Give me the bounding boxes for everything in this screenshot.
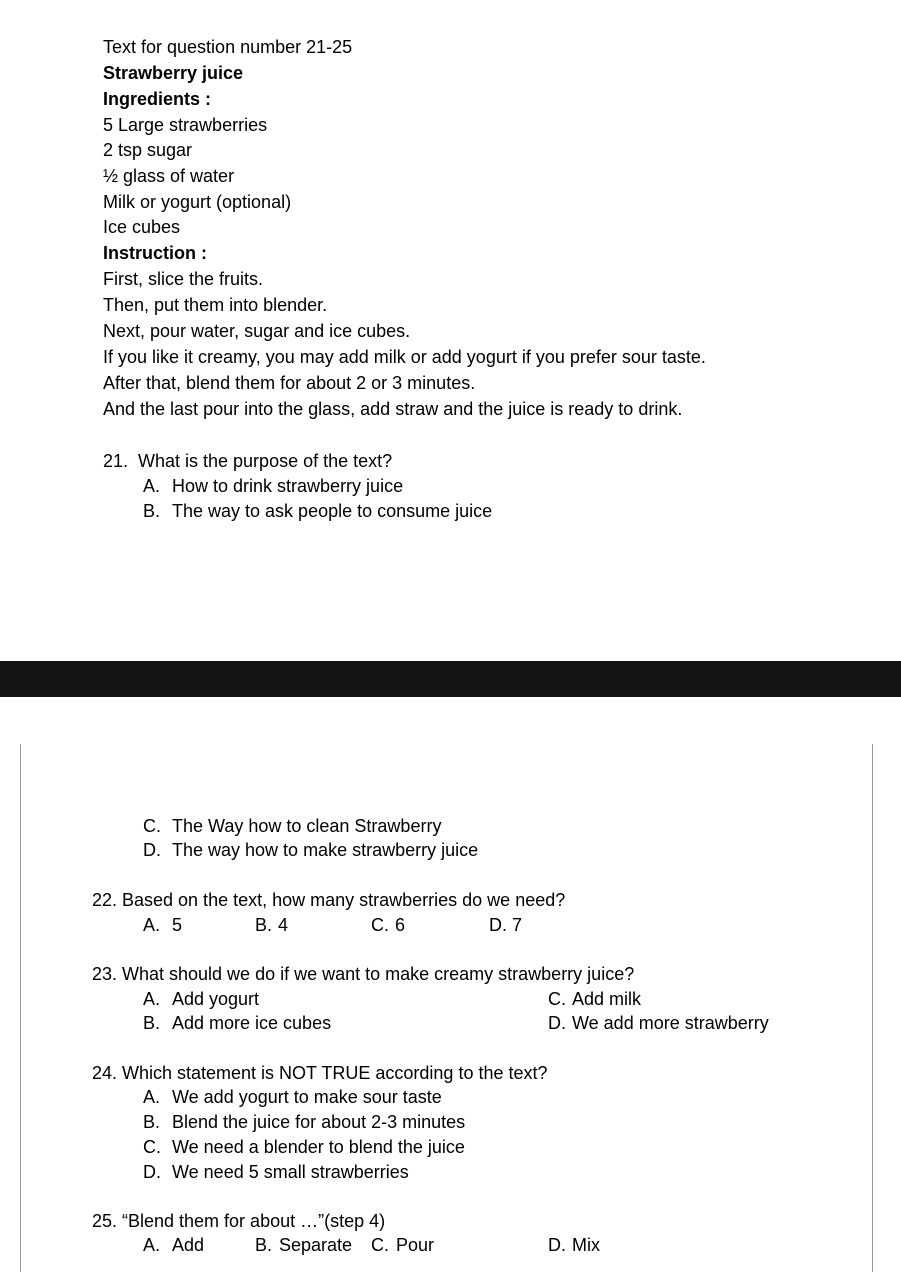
option-letter: C. [371, 1235, 389, 1255]
text-heading: Text for question number 21-25 [103, 37, 353, 57]
option-text: The way how to make strawberry juice [172, 840, 479, 860]
option-letter: C. [143, 816, 161, 836]
instruction-step: If you like it creamy, you may add milk or add yogurt if you prefer sour taste. [103, 347, 706, 367]
question-text: What is the purpose of the text? [138, 451, 393, 471]
instruction-label: Instruction : [103, 243, 207, 263]
option-letter: D. [548, 1013, 566, 1033]
recipe-title: Strawberry juice [103, 63, 244, 83]
option-letter: A. [143, 476, 161, 496]
question-number: 24. [92, 1063, 118, 1083]
option-letter: B. [255, 1235, 273, 1255]
option-text: The Way how to clean Strawberry [172, 816, 442, 836]
question-number: 23. [92, 964, 118, 984]
option-text: Add more ice cubes [172, 1013, 332, 1033]
instruction-step: First, slice the fruits. [103, 269, 264, 289]
instruction-step: And the last pour into the glass, add straw and the juice is ready to drink. [103, 399, 683, 419]
instruction-step: Next, pour water, sugar and ice cubes. [103, 321, 411, 341]
option-letter: D. [489, 915, 507, 935]
question-number: 22. [92, 890, 118, 910]
option-text: 6 [395, 915, 406, 935]
option-letter: D. [143, 840, 161, 860]
option-letter: C. [548, 989, 566, 1009]
option-text: We add yogurt to make sour taste [172, 1087, 442, 1107]
option-letter: B. [143, 501, 161, 521]
option-text: We need 5 small strawberries [172, 1162, 409, 1182]
ingredient-item: Ice cubes [103, 217, 181, 237]
page-border-left [20, 744, 21, 1272]
option-text: Separate [279, 1235, 353, 1255]
option-text: Add milk [572, 989, 642, 1009]
option-text: Add [172, 1235, 205, 1255]
option-letter: B. [143, 1013, 161, 1033]
ingredient-item: Milk or yogurt (optional) [103, 192, 292, 212]
option-text: How to drink strawberry juice [172, 476, 404, 496]
ingredient-item: ½ glass of water [103, 166, 235, 186]
question-number: 21. [103, 451, 129, 471]
option-text: We need a blender to blend the juice [172, 1137, 465, 1157]
option-text: 5 [172, 915, 183, 935]
page-border-right [872, 744, 873, 1272]
option-text: 7 [512, 915, 523, 935]
option-letter: D. [548, 1235, 566, 1255]
ingredients-label: Ingredients : [103, 89, 212, 109]
option-letter: A. [143, 989, 161, 1009]
option-text: The way to ask people to consume juice [172, 501, 493, 521]
question-text: “Blend them for about …”(step 4) [122, 1211, 386, 1231]
instruction-step: Then, put them into blender. [103, 295, 328, 315]
option-letter: A. [143, 1235, 161, 1255]
option-text: Add yogurt [172, 989, 260, 1009]
option-text: Mix [572, 1235, 600, 1255]
option-letter: C. [371, 915, 389, 935]
question-text: Which statement is NOT TRUE according to the text? [122, 1063, 548, 1083]
option-letter: A. [143, 915, 161, 935]
option-text: Pour [396, 1235, 435, 1255]
option-letter: B. [255, 915, 273, 935]
page-separator-band [0, 661, 901, 697]
option-letter: D. [143, 1162, 161, 1182]
option-letter: C. [143, 1137, 161, 1157]
question-text: Based on the text, how many strawberries do we need? [122, 890, 566, 910]
option-letter: A. [143, 1087, 161, 1107]
option-letter: B. [143, 1112, 161, 1132]
option-text: Blend the juice for about 2-3 minutes [172, 1112, 466, 1132]
question-number: 25. [92, 1211, 118, 1231]
ingredient-item: 2 tsp sugar [103, 140, 193, 160]
ingredient-item: 5 Large strawberries [103, 115, 268, 135]
option-text: We add more strawberry [572, 1013, 769, 1033]
instruction-step: After that, blend them for about 2 or 3 minutes. [103, 373, 476, 393]
question-text: What should we do if we want to make creamy strawberry juice? [122, 964, 635, 984]
option-text: 4 [278, 915, 289, 935]
